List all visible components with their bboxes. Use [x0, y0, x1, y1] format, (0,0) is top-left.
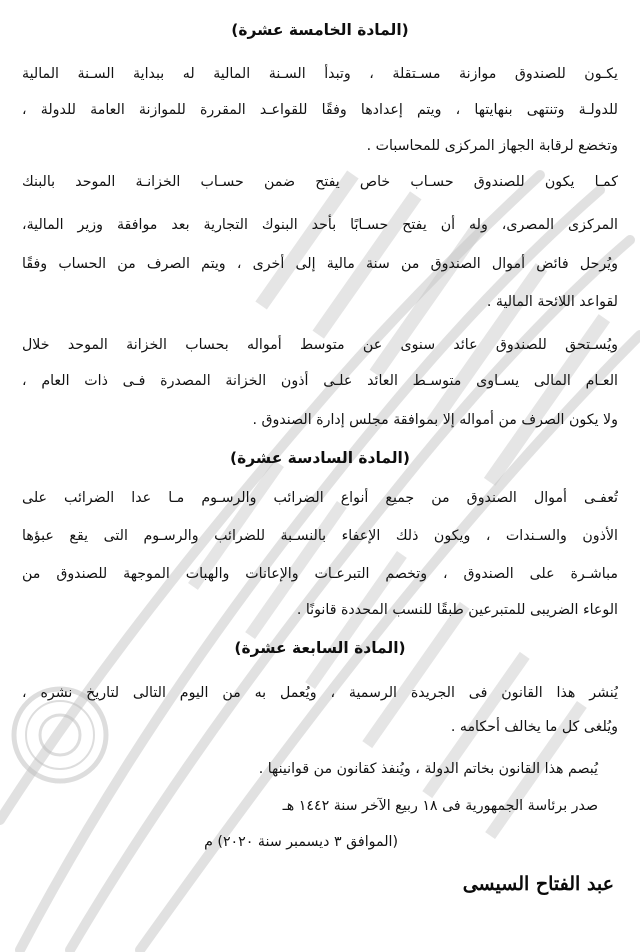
article-17-line-1: يُنشر هذا القانون فى الجريدة الرسمية ، ويُعمل به من اليوم التالى لتاريخ نشره ،	[22, 685, 618, 701]
article-15-line-7: لقواعد اللائحة المالية .	[486, 294, 618, 310]
article-15-line-4: كمـا يكون للصندوق حسـاب خاص يفتح ضمن حسـاب الخزانـة الموحد بالبنك	[22, 174, 618, 190]
article-15-line-9: العـام المالى يسـاوى متوسـط العائد علـى أذون الخزانة المصدرة فـى ذات العام ،	[22, 373, 618, 389]
article-17-line-4: صدر برئاسة الجمهورية فى ١٨ ربيع الآخر سنة ١٤٤٢ هـ	[282, 798, 598, 814]
article-17-line-3: يُبصم هذا القانون بخاتم الدولة ، ويُنفذ كقانون من قوانينها .	[258, 761, 598, 777]
article-16-line-3: مباشـرة على الصندوق ، وتخصم التبرعـات والإعانات والهبات الموجهة للصندوق من	[22, 566, 618, 582]
article-15-line-10: ولا يكون الصرف من أمواله إلا بموافقة مجلس إدارة الصندوق .	[252, 412, 618, 428]
signature: عبد الفتاح السيسى	[462, 873, 614, 895]
article-17-line-2: ويُلغى كل ما يخالف أحكامه .	[450, 719, 618, 735]
article-15-line-8: ويُسـتحق للصندوق عائد سنوى عن متوسط أمواله بحساب الخزانة الموحد خلال	[22, 337, 618, 353]
article-16-title: (المادة السادسة عشرة)	[230, 449, 410, 467]
article-15-line-6: ويُرحل فائض أموال الصندوق من سنة مالية إلى أخرى ، ويتم الصرف من الحساب وفقًا	[22, 256, 618, 272]
article-16-line-2: الأذون والسـندات ، ويكون ذلك الإعفاء بالنسـبة للضرائب والرسـوم التى يقع عبؤها	[22, 528, 618, 544]
article-16-line-4: الوعاء الضريبى للمتبرعين طبقًا للنسب المحددة قانونًا .	[296, 602, 618, 618]
article-17-line-5: (الموافق ٣ ديسمبر سنة ٢٠٢٠) م	[204, 834, 398, 850]
article-16-line-1: تُعفـى أموال الصندوق من جميع أنواع الضرائب والرسـوم مـا عدا الضرائب على	[22, 490, 618, 506]
article-15-line-1: يكـون للصندوق موازنة مسـتقلة ، وتبدأ السـنة المالية له ببداية السـنة المالية	[22, 66, 618, 82]
article-15-title: (المادة الخامسة عشرة)	[231, 21, 409, 39]
article-15-line-3: وتخضع لرقابة الجهاز المركزى للمحاسبات .	[366, 138, 618, 154]
article-15-line-5: المركزى المصرى، وله أن يفتح حسـابًا بأحد البنوك التجارية بعد موافقة وزير المالية،	[22, 217, 618, 233]
article-17-title: (المادة السابعة عشرة)	[234, 639, 406, 657]
article-15-line-2: للدولـة وتنتهى بنهايتها ، ويتم إعدادها وفقًا للقواعـد المقررة للموازنة العامة للدولة ،	[22, 102, 618, 118]
